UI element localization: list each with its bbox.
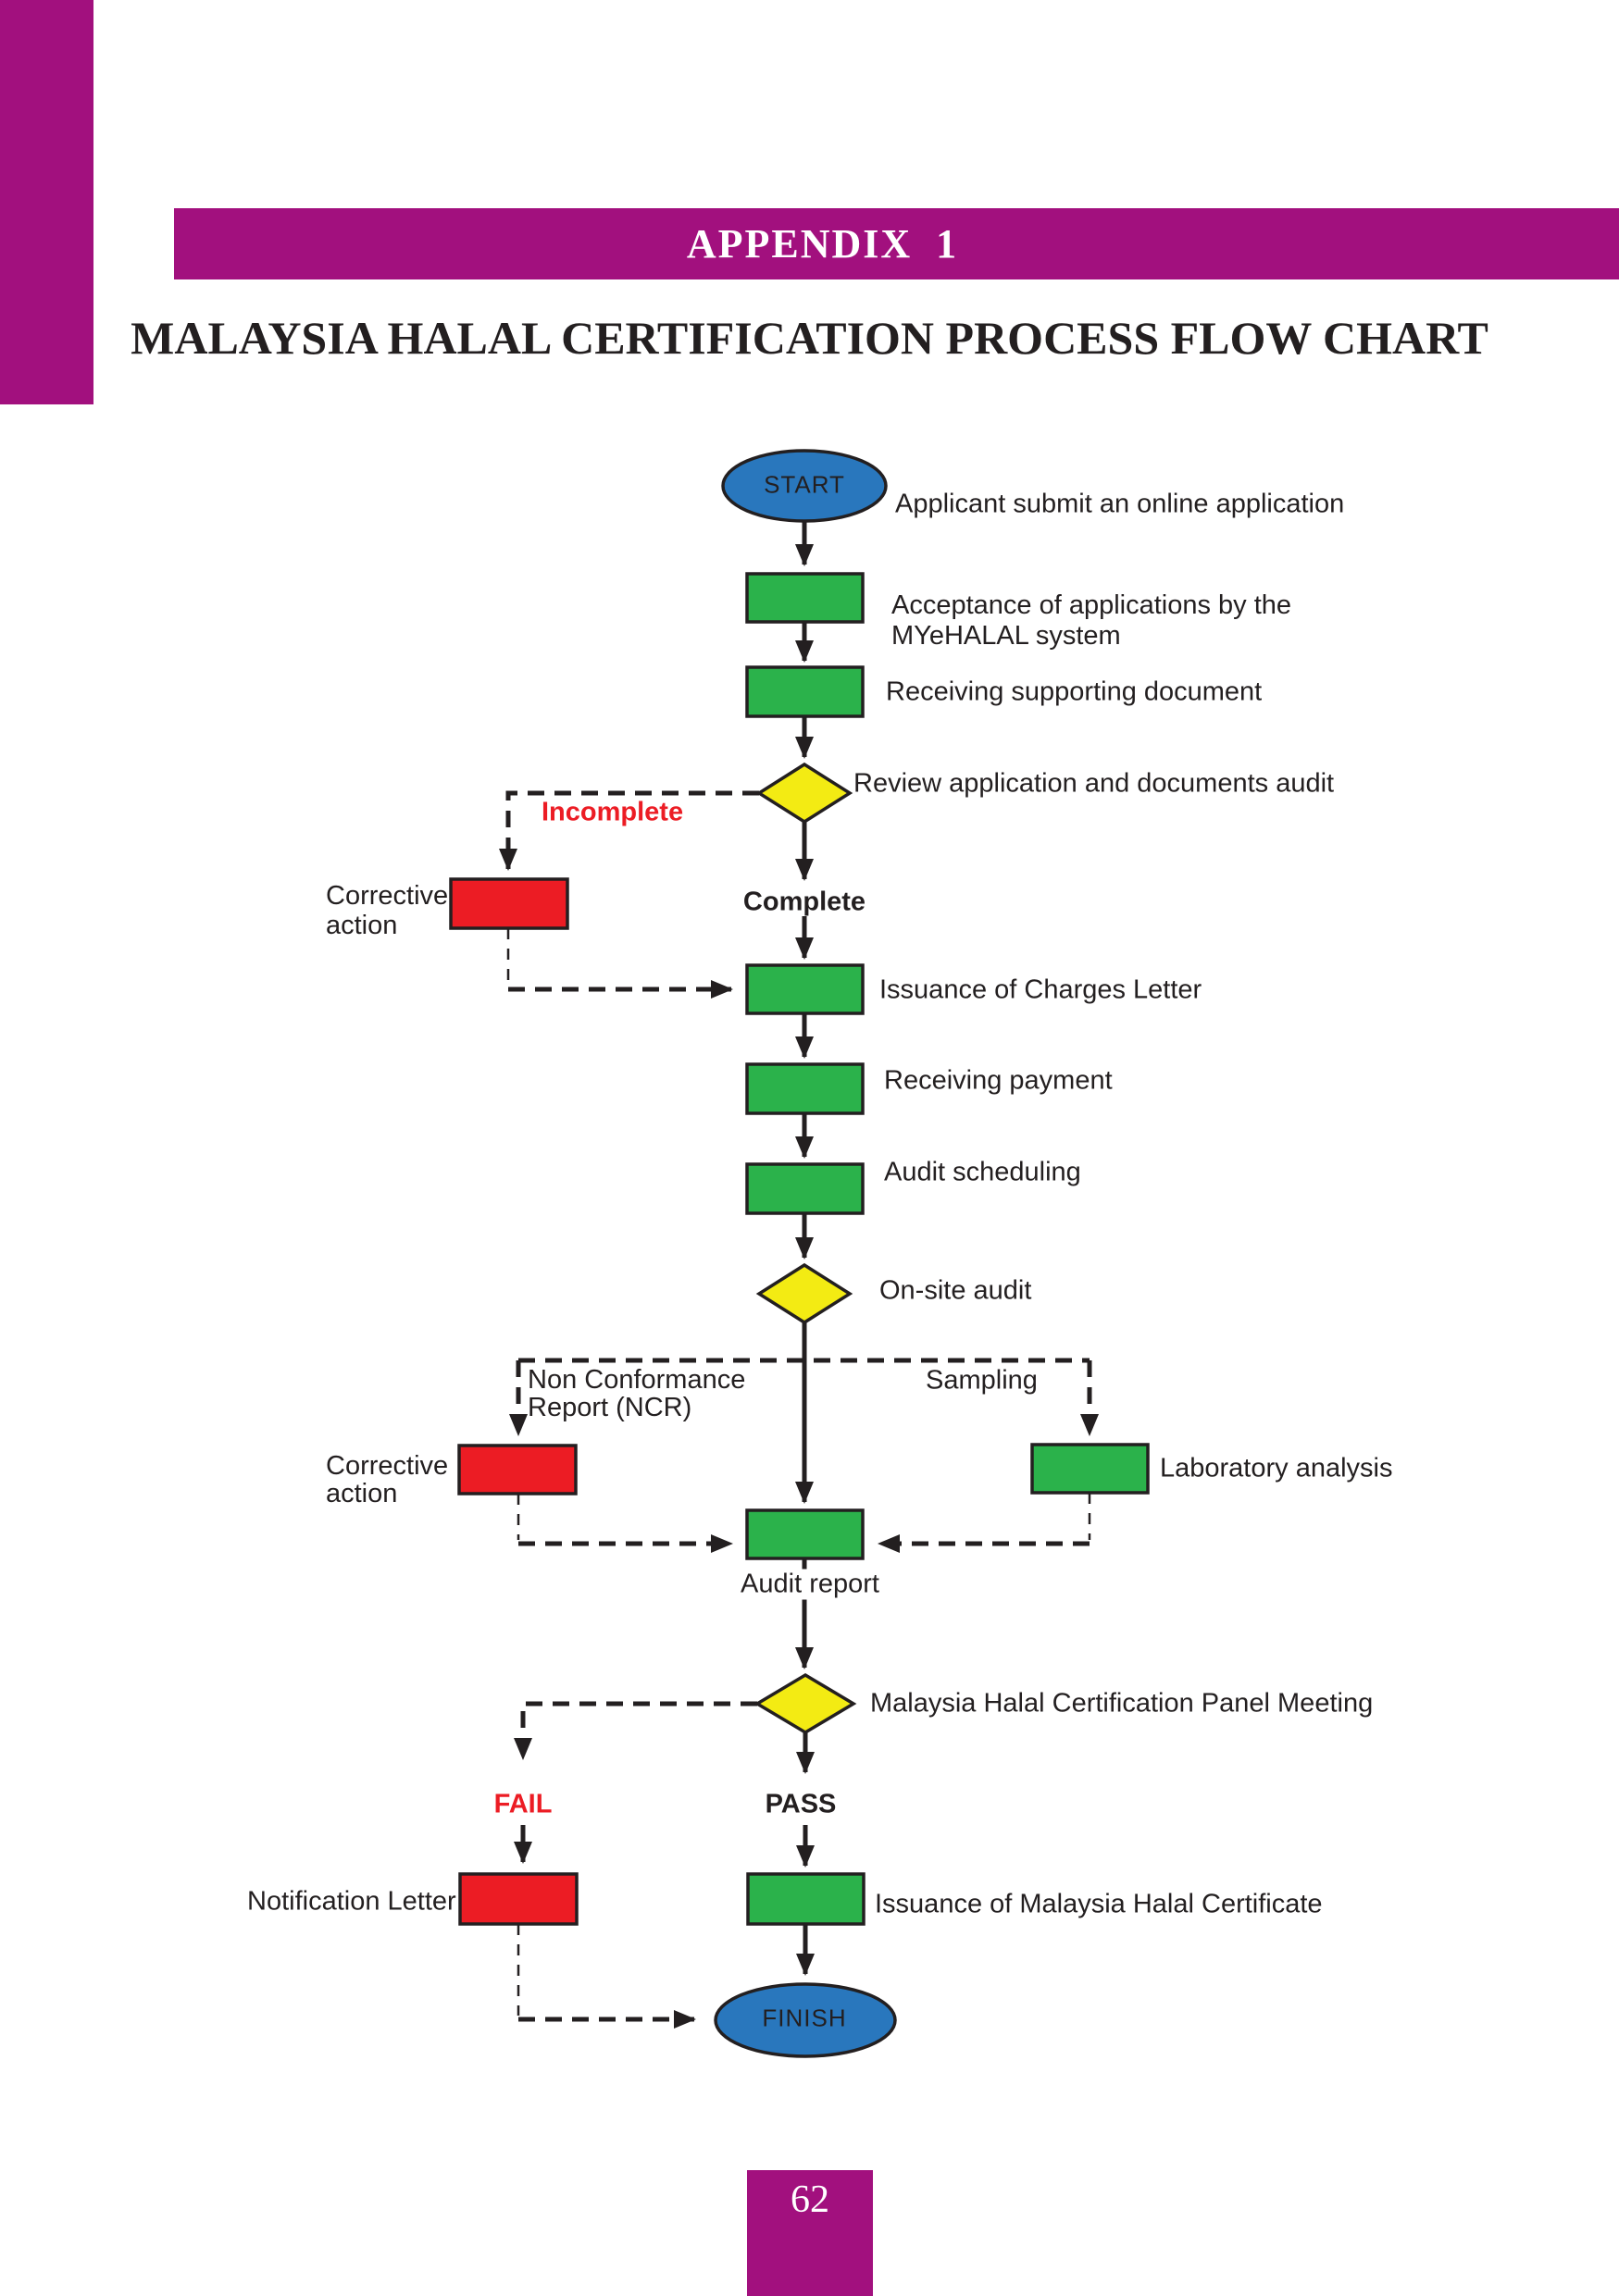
label-complete: Complete xyxy=(742,887,866,917)
appendix-label: APPENDIX 1 xyxy=(686,221,959,267)
label-receiving-payment: Receiving payment xyxy=(884,1065,1113,1096)
label-ncr-line2: Report (NCR) xyxy=(528,1393,692,1422)
corrective-action-box-2 xyxy=(459,1446,576,1494)
label-corrective-1-line2: action xyxy=(326,911,398,940)
label-notification-letter: Notification Letter xyxy=(247,1886,456,1917)
decision-review xyxy=(759,764,850,822)
process-box-certificate xyxy=(748,1874,864,1924)
label-pass: PASS xyxy=(765,1789,837,1819)
label-corrective-2-line1: Corrective xyxy=(326,1451,449,1481)
label-ncr xyxy=(528,1366,745,1421)
label-audit-scheduling: Audit scheduling xyxy=(884,1157,1081,1187)
label-fail: FAIL xyxy=(493,1789,553,1819)
notification-letter-box xyxy=(460,1874,577,1924)
start-label: START xyxy=(764,470,845,499)
page-number: 62 xyxy=(791,2178,829,2221)
process-box-laboratory xyxy=(1032,1445,1148,1493)
finish-label: FINISH xyxy=(762,2004,847,2032)
process-box-receiving-payment xyxy=(747,1064,863,1113)
label-applicant: Applicant submit an online application xyxy=(895,489,1345,519)
corrective-action-box-1 xyxy=(451,879,567,928)
label-audit-report: Audit report xyxy=(733,1570,887,1600)
label-sampling: Sampling xyxy=(926,1365,1038,1396)
label-corrective-1-line1: Corrective xyxy=(326,881,449,911)
label-laboratory: Laboratory analysis xyxy=(1160,1453,1393,1483)
label-corrective-2-line2: action xyxy=(326,1479,398,1508)
label-receiving-document: Receiving supporting document xyxy=(886,676,1263,707)
page-number-box xyxy=(747,2170,873,2296)
process-box-receiving-document xyxy=(747,667,863,716)
process-box-charges-letter xyxy=(747,965,863,1013)
label-panel-meeting: Malaysia Halal Certification Panel Meeting xyxy=(870,1688,1374,1719)
label-acceptance-line2: MYeHALAL system xyxy=(891,621,1121,651)
label-incomplete: Incomplete xyxy=(542,797,684,827)
label-issuance-certificate: Issuance of Malaysia Halal Certificate xyxy=(875,1889,1323,1919)
label-onsite-audit: On-site audit xyxy=(879,1275,1032,1306)
label-ncr-line1: Non Conformance xyxy=(528,1365,746,1395)
label-acceptance xyxy=(891,590,1291,652)
edge-panel-fail xyxy=(523,1704,757,1758)
label-corrective-action-2 xyxy=(326,1452,448,1508)
process-box-audit-scheduling xyxy=(747,1164,863,1213)
process-box-audit-report xyxy=(747,1510,863,1558)
label-acceptance-line1: Acceptance of applications by the xyxy=(891,590,1292,620)
label-corrective-action-1 xyxy=(326,881,448,940)
decision-panel-meeting xyxy=(757,1675,853,1732)
label-issuance-charges: Issuance of Charges Letter xyxy=(879,974,1202,1005)
decision-onsite-audit xyxy=(759,1265,850,1322)
page-title: MALAYSIA HALAL CERTIFICATION PROCESS FLOW CHART xyxy=(131,312,1488,364)
process-box-acceptance xyxy=(747,574,863,622)
label-review: Review application and documents audit xyxy=(853,768,1335,799)
